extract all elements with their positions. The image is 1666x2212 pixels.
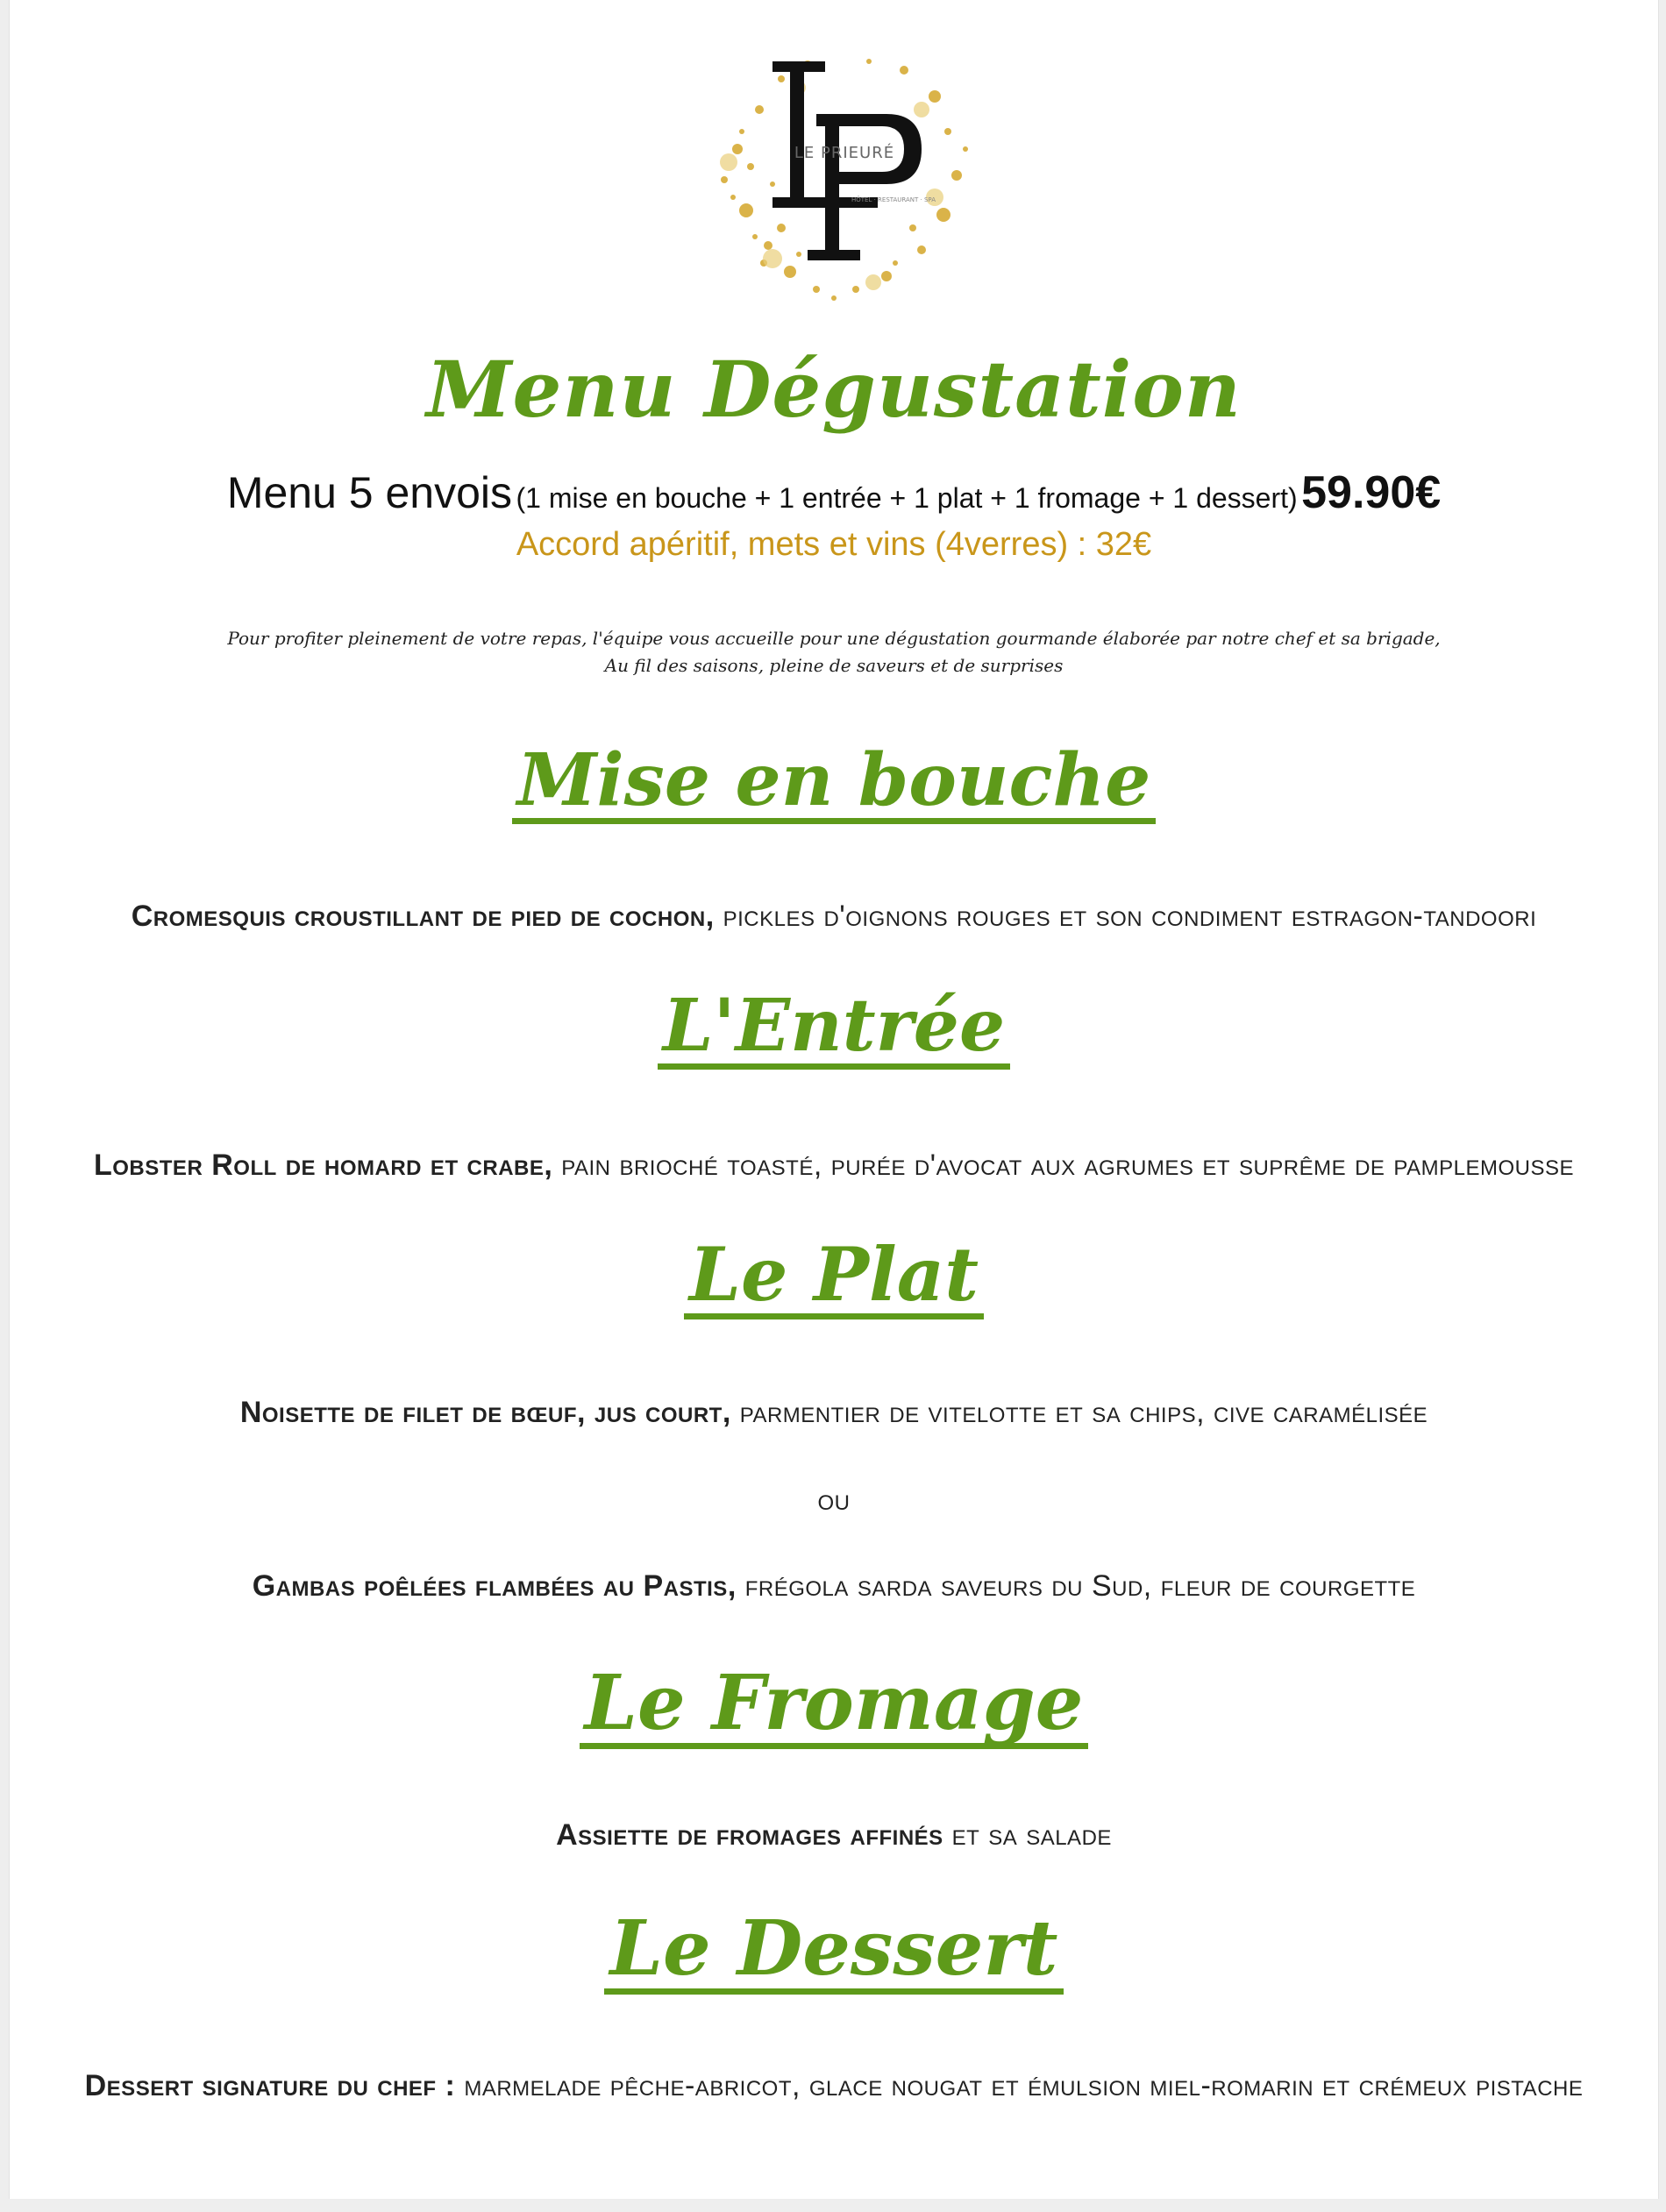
offer-details: (1 mise en bouche + 1 entrée + 1 plat + 1 fromage + 1 dessert): [516, 482, 1298, 514]
dish-lead: Lobster Roll de homard et crabe,: [94, 1149, 553, 1182]
dish-plat-2: [10, 1569, 1658, 1604]
section-heading-text: Le Fromage: [580, 1664, 1089, 1749]
dish-mise-en-bouche: [10, 900, 1658, 934]
intro-line-2: Au fil des saisons, pleine de saveurs et de surprises: [604, 655, 1064, 676]
section-heading-text: L'Entrée: [658, 988, 1010, 1070]
dish-lead: Cromesquis croustillant de pied de cochon,: [131, 900, 715, 933]
section-heading-text: Le Dessert: [604, 1910, 1063, 1995]
section-heading-mise-en-bouche: [10, 738, 1658, 824]
dish-rest: pain brioché toasté, purée d'avocat aux agrumes et suprême de pamplemousse: [552, 1149, 1574, 1182]
dish-lead: Gambas poêlées flambées au Pastis,: [252, 1569, 737, 1603]
offer-price: 59.90€: [1301, 467, 1442, 518]
dish-rest: et sa salade: [943, 1818, 1112, 1852]
dish-rest: frégola sarda saveurs du Sud, fleur de courgette: [736, 1569, 1416, 1603]
menu-title: Menu Dégustation: [426, 344, 1242, 435]
dish-plat-1: [10, 1396, 1658, 1430]
menu-page: [9, 0, 1659, 2199]
dish-rest: marmelade pêche-abricot, glace nougat et émulsion miel-romarin et crémeux pistache: [455, 2069, 1584, 2102]
section-heading-entree: [10, 984, 1658, 1070]
dish-dessert: [10, 2069, 1658, 2103]
dish-entree: [10, 1149, 1658, 1183]
offer-line: [10, 466, 1658, 519]
dish-lead: Noisette de filet de bœuf, jus court,: [239, 1396, 731, 1429]
offer-name: Menu 5 envois: [226, 468, 513, 517]
dish-separator: ou: [817, 1483, 851, 1517]
dish-lead: Dessert signature du chef :: [84, 2069, 456, 2102]
section-heading-fromage: [10, 1659, 1658, 1749]
section-heading-text: Mise en bouche: [512, 743, 1157, 824]
dish-fromage: [10, 1818, 1658, 1853]
logo-wordmark: LE PRIEURÉ: [794, 144, 895, 162]
logo-tagline: HÔTEL · RESTAURANT · SPA: [851, 196, 936, 203]
restaurant-logo: [685, 26, 1000, 316]
dish-rest: pickles d'oignons rouges et son condiment estragon-tandoori: [714, 900, 1537, 933]
intro-line-1: Pour profiter pleinement de votre repas, l'équipe vous accueille pour une dégustation gourmande élaborée par notre chef et sa brigade,: [227, 628, 1441, 649]
dish-rest: parmentier de vitelotte et sa chips, cive caramélisée: [730, 1396, 1428, 1429]
dish-lead: Assiette de fromages affinés: [556, 1818, 943, 1852]
wine-pairing: Accord apéritif, mets et vins (4verres) : 32€: [516, 526, 1152, 563]
section-heading-plat: [10, 1231, 1658, 1319]
section-heading-dessert: [10, 1904, 1658, 1995]
section-heading-text: Le Plat: [684, 1236, 984, 1319]
